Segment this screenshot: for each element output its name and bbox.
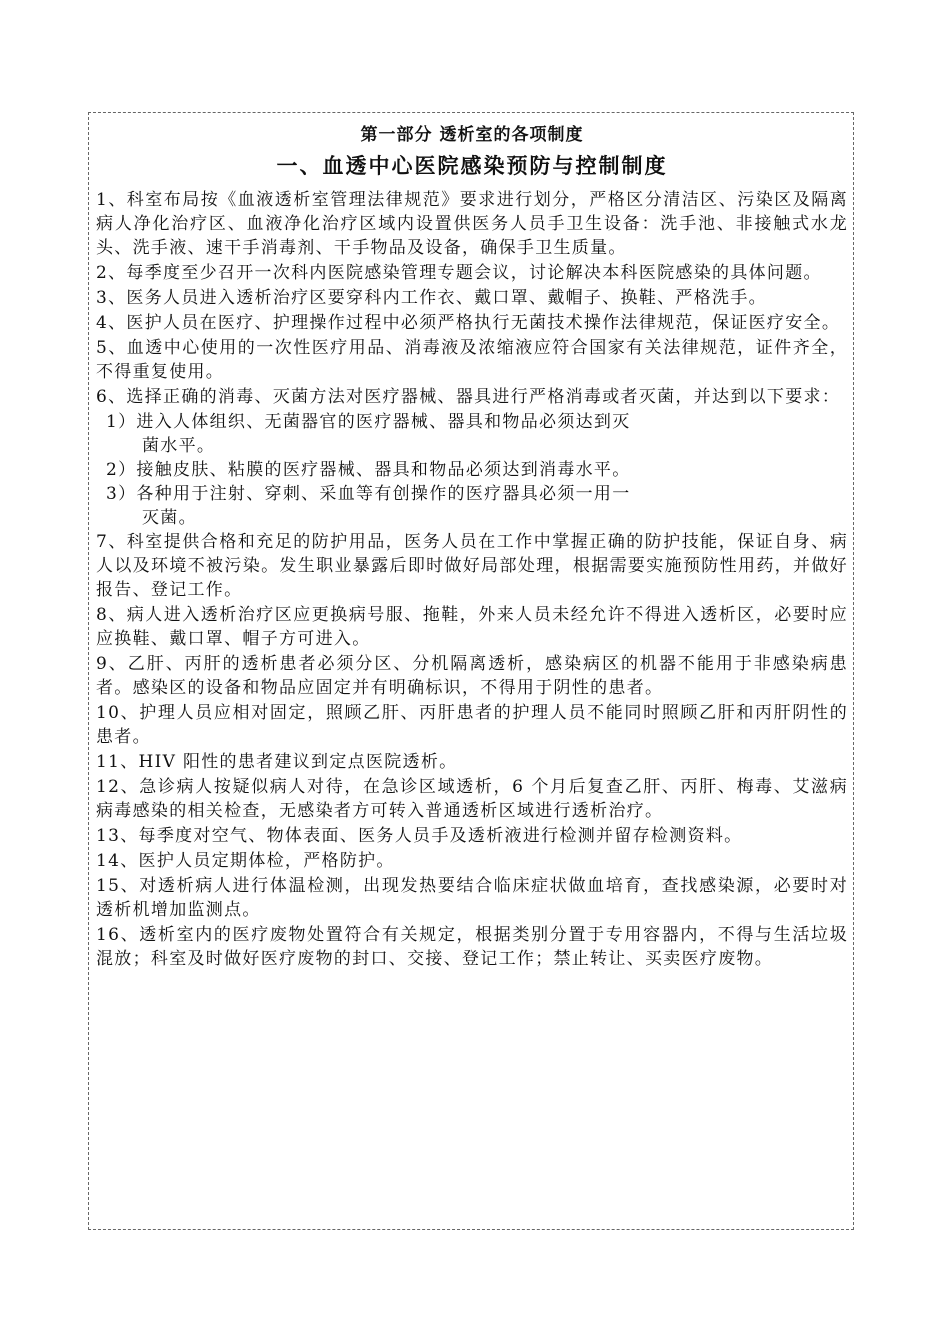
rule-item-6: 6、选择正确的消毒、灭菌方法对医疗器械、器具进行严格消毒或者灭菌，并达到以下要求：	[96, 387, 841, 407]
sub-item-1	[96, 410, 848, 458]
rule-item-12: 12、急诊病人按疑似病人对待，在急诊区域透析，6 个月后复查乙肝、丙肝、梅毒、艾滋病病毒感染的相关检查，无感染者方可转入普通透析区域进行透析治疗。	[96, 777, 848, 821]
sub-item-2-line1: 2）接触皮肤、粘膜的医疗器械、器具和物品必须达到消毒水平。	[106, 460, 631, 480]
rule-item-4: 4、医护人员在医疗、护理操作过程中必须严格执行无菌技术操作法律规范，保证医疗安全。	[96, 313, 841, 333]
sub-item-3-line1: 3）各种用于注射、穿刺、采血等有创操作的医疗器具必须一用一	[106, 484, 631, 504]
rule-item-16: 16、透析室内的医疗废物处置符合有关规定，根据类别分置于专用容器内，不得与生活垃圾混放；科室及时做好医疗废物的封口、交接、登记工作；禁止转让、买卖医疗废物。	[96, 925, 848, 969]
rule-item-2: 2、每季度至少召开一次科内医院感染管理专题会议，讨论解决本科医院感染的具体问题。	[96, 263, 822, 283]
sub-item-1-line1: 1）进入人体组织、无菌器官的医疗器械、器具和物品必须达到灭	[106, 412, 631, 432]
rule-item-5: 5、血透中心使用的一次性医疗用品、消毒液及浓缩液应符合国家有关法律规范，证件齐全，不得重复使用。	[96, 338, 848, 382]
rule-item-7: 7、科室提供合格和充足的防护用品，医务人员在工作中掌握正确的防护技能，保证自身、病人以及环境不被污染。发生职业暴露后即时做好局部处理，根据需要实施预防性用药，并做好报告、登记工作。	[96, 532, 848, 600]
sub-item-2	[96, 458, 848, 482]
rule-item-14: 14、医护人员定期体检，严格防护。	[96, 851, 395, 871]
section-title: 一、血透中心医院感染预防与控制制度	[276, 153, 668, 178]
rule-item-15: 15、对透析病人进行体温检测，出现发热要结合临床症状做血培育，查找感染源，必要时对透析机增加监测点。	[96, 876, 848, 920]
document-content	[96, 122, 848, 972]
rules-list	[96, 188, 848, 971]
rule-item-11: 11、HIV 阳性的患者建议到定点医院透析。	[96, 752, 458, 772]
rule-item-10: 10、护理人员应相对固定，照顾乙肝、丙肝患者的护理人员不能同时照顾乙肝和丙肝阴性的患者。	[96, 703, 848, 747]
rule-item-3: 3、医务人员进入透析治疗区要穿科内工作衣、戴口罩、戴帽子、换鞋、严格洗手。	[96, 288, 767, 308]
part-title: 第一部分 透析室的各项制度	[360, 125, 584, 145]
sub-item-3	[96, 482, 848, 530]
sub-item-1-line2: 菌水平。	[142, 436, 216, 456]
rule-item-8: 8、病人进入透析治疗区应更换病号服、拖鞋，外来人员未经允许不得进入透析区，必要时应应换鞋、戴口罩、帽子方可进入。	[96, 605, 848, 649]
sub-item-3-line2: 灭菌。	[142, 508, 197, 528]
rule-item-13: 13、每季度对空气、物体表面、医务人员手及透析液进行检测并留存检测资料。	[96, 826, 743, 846]
rule-item-1: 1、科室布局按《血液透析室管理法律规范》要求进行划分，严格区分清洁区、污染区及隔离病人净化治疗区、血液净化治疗区域内设置供医务人员手卫生设备：洗手池、非接触式水龙头、洗手液、速干手消毒剂、干手物品及设备，确保手卫生质量。	[96, 190, 848, 258]
rule-item-9: 9、乙肝、丙肝的透析患者必须分区、分机隔离透析，感染病区的机器不能用于非感染病患者。感染区的设备和物品应固定并有明确标识，不得用于阴性的患者。	[96, 654, 848, 698]
